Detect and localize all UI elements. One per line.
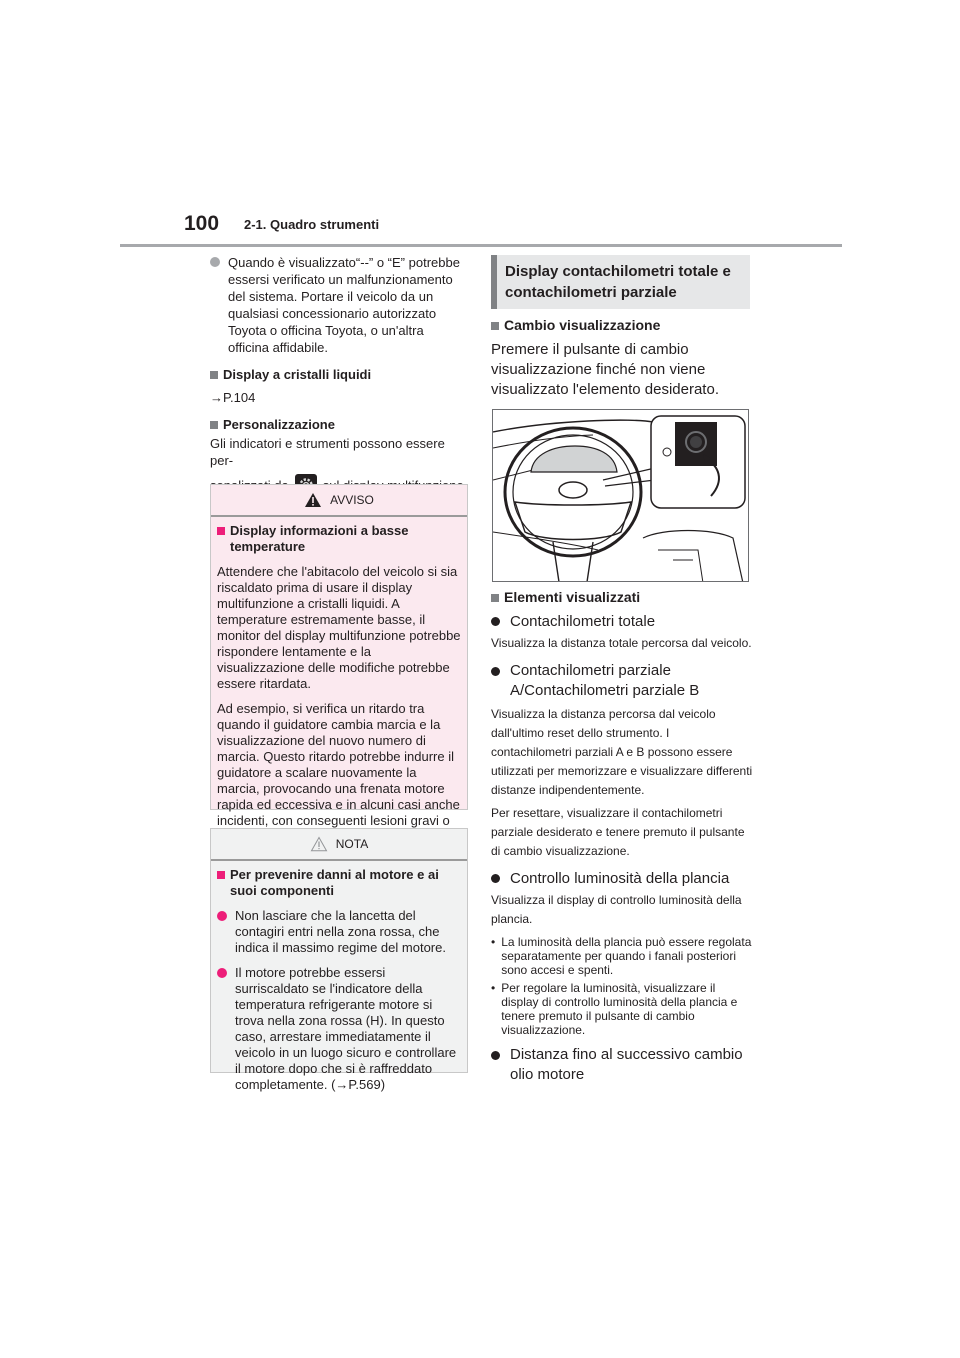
lcd-ref: →P.104	[210, 390, 256, 405]
square-bullet-icon	[210, 371, 218, 379]
oil-heading: Distanza fino al successivo cambio olio motore	[491, 1045, 753, 1085]
square-bullet-icon	[217, 871, 225, 879]
section-title: 2-1. Quadro strumenti	[244, 217, 380, 232]
page-number: 100	[184, 212, 220, 235]
square-bullet-icon	[217, 527, 225, 535]
notice-header	[211, 829, 467, 861]
warning-content	[211, 517, 467, 845]
switch-text: Premere il pulsante di cambio visualizzazione finché non viene visualizzato l'elemento desiderato.	[491, 341, 719, 398]
notice-title: Per prevenire danni al motore e ai suoi componenti	[217, 867, 461, 899]
warning-label: AVVISO	[330, 493, 374, 507]
items-heading: Elementi visualizzati	[491, 588, 753, 606]
notice-box	[210, 828, 468, 1092]
lcd-heading: Display a cristalli liquidi	[210, 366, 468, 383]
warning-paragraph-1: Attendere che l'abitacolo del veicolo si sia riscaldato prima di usare il display multifunzione a cristalli liquidi. A temperature estremamente basse, il monitor del display multifunzione potrebbe rispondere lentamente e la visualizzazione delle modifiche potrebbe essere ritardata.	[217, 564, 461, 691]
notice-content	[211, 861, 467, 1093]
warning-title: Display informazioni a basse temperature	[217, 523, 461, 555]
square-bullet-icon	[491, 322, 499, 330]
odo-heading: Contachilometri totale	[491, 612, 753, 632]
bullet-icon	[210, 257, 220, 267]
trip-text: Visualizza la distanza percorsa dal veicolo dall'ultimo reset dello strumento. I contachilometri parziali A e B possono essere utilizzati per memorizzare e visualizzare differenti distanze indipendentemente.	[491, 707, 753, 797]
odo-text: Visualizza la distanza totale percorsa dal veicolo.	[491, 636, 752, 650]
personalization-heading: Personalizzazione	[210, 416, 468, 433]
trip-reset-text: Per resettare, visualizzare il contachilometri parziale desiderato e tenere premuto il pulsante di cambio visualizzazione.	[491, 806, 745, 858]
bullet-icon	[217, 911, 227, 921]
bullet-icon	[217, 968, 227, 978]
warning-box	[210, 484, 468, 828]
caution-icon	[310, 836, 328, 852]
steering-wheel-drawing	[493, 410, 749, 582]
bullet-icon	[491, 667, 500, 676]
list-item: • Per regolare la luminosità, visualizzare il display di controllo luminosità della plancia e tenere premuto il pulsante di cambio visualizzazione.	[491, 981, 738, 1037]
malfunction-text: Quando è visualizzato“--” o “E” potrebbe essersi verificato un malfunzionamento del sistema. Portare il veicolo da un qualsiasi concessionario autorizzato Toyota o officina Toyota, o un'altra officina affidabile.	[228, 255, 460, 355]
list-item: Il motore potrebbe essersi surriscaldato se l'indicatore della temperatura refrigerante motore si trova nella zona rossa (H). In questo caso, arrestare immediatamente il veicolo in un luogo sicuro e controllare il motore dopo che si è raffreddato completamente. (→P.569)	[217, 965, 461, 1093]
left-column	[210, 254, 468, 518]
notice-label: NOTA	[335, 837, 369, 851]
list-item	[210, 254, 468, 356]
items-section	[491, 588, 753, 1085]
bullet-icon: •	[491, 981, 496, 995]
personalization-text-a: Gli indicatori e strumenti possono essere per-	[210, 436, 445, 468]
steering-wheel-illustration	[492, 409, 749, 582]
section-heading: Display contachilometri totale e contachilometri parziale	[491, 255, 750, 309]
square-bullet-icon	[210, 421, 218, 429]
bullet-icon	[491, 617, 500, 626]
warning-icon	[304, 492, 322, 508]
list-item: • La luminosità della plancia può essere regolata separatamente per quando i fanali posteriori sono accesi e spenti.	[491, 935, 752, 977]
brightness-heading: Controllo luminosità della plancia	[491, 869, 753, 889]
trip-heading: Contachilometri parziale A/Contachilometri parziale B	[491, 661, 753, 701]
bullet-icon	[491, 1051, 500, 1060]
warning-header	[211, 485, 467, 517]
list-item: Non lasciare che la lancetta del contagiri entri nella zona rossa, che indica il massimo regime del motore.	[217, 908, 461, 956]
square-bullet-icon	[491, 594, 499, 602]
bullet-icon: •	[491, 935, 496, 949]
bullet-icon	[491, 874, 500, 883]
switch-heading: Cambio visualizzazione	[491, 316, 753, 334]
warning-paragraph-2: Ad esempio, si verifica un ritardo tra quando il guidatore cambia marcia e la visualizzazione del nuovo numero di marcia. Questo ritardo potrebbe indurre il guidatore a scalare nuovamente la marcia, provocando una frenata motore rapida ed eccessiva e in alcuni casi anche incidenti, con conseguenti lesioni gravi o	[217, 701, 460, 828]
header-rule	[120, 244, 842, 247]
brightness-text: Visualizza il display di controllo luminosità della plancia.	[491, 893, 742, 926]
switch-section	[491, 316, 753, 400]
